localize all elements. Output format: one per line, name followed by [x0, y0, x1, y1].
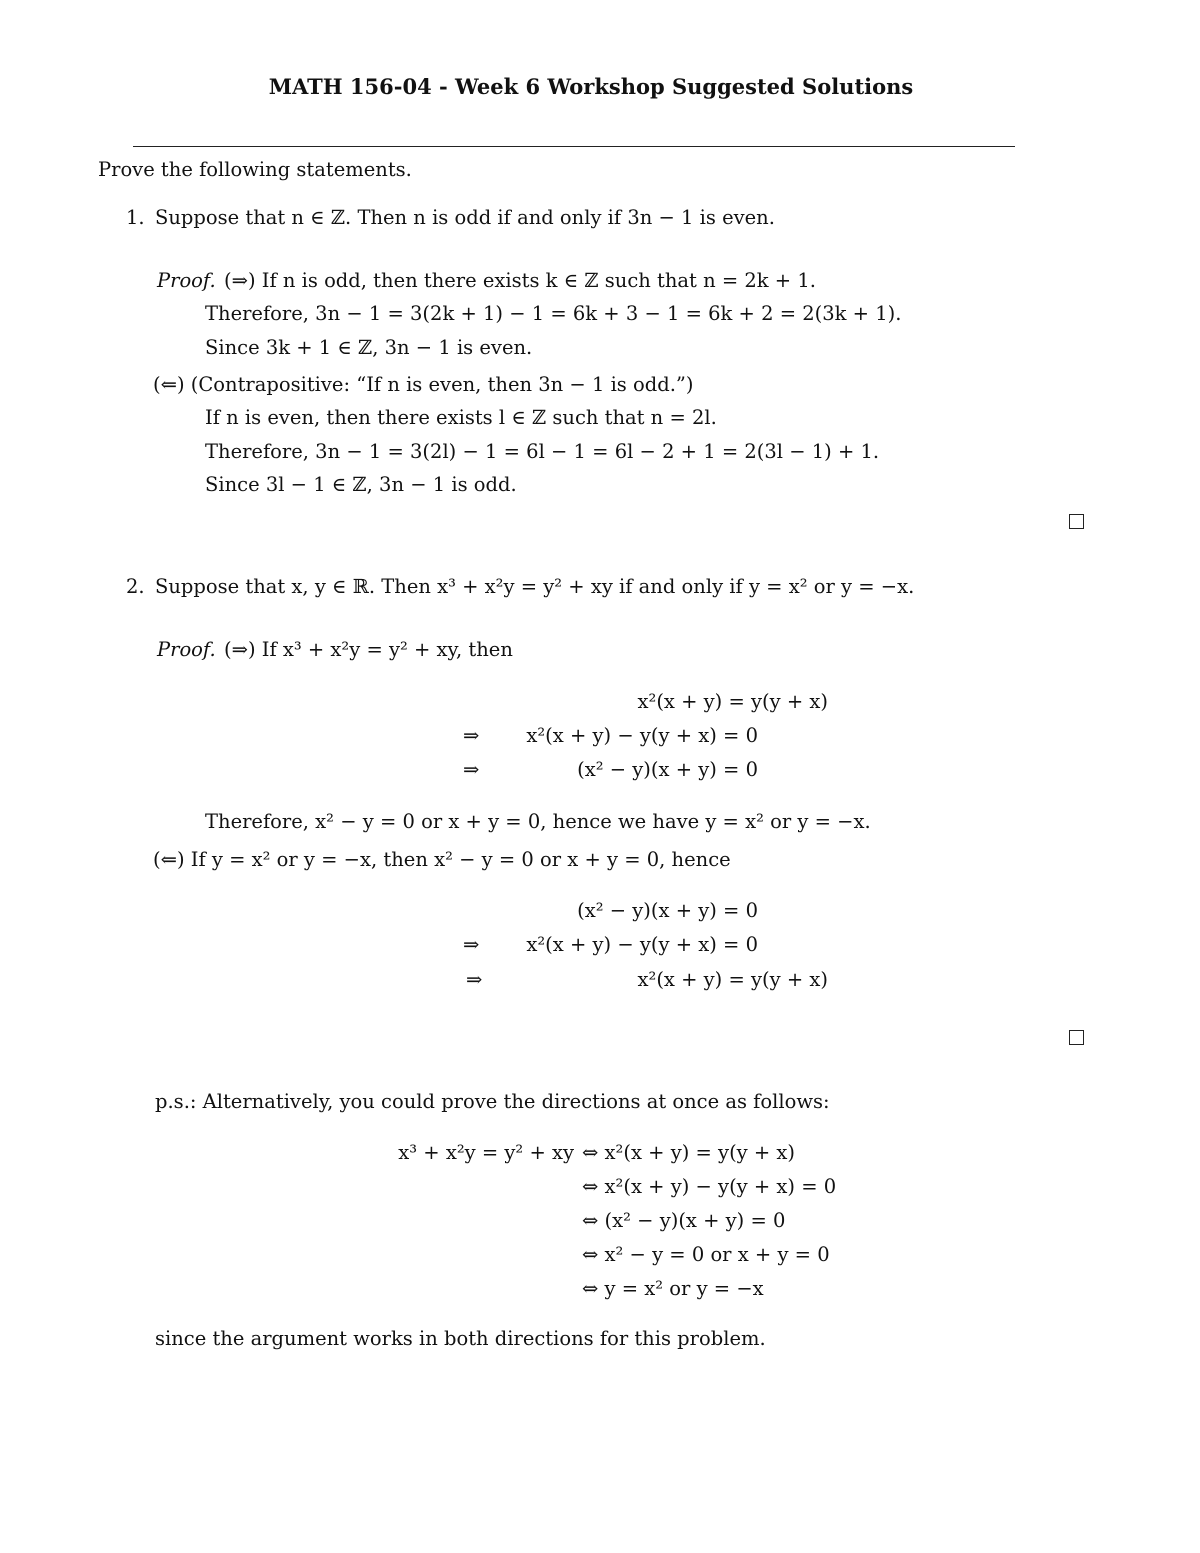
proof-label-1: Proof. [157, 269, 216, 292]
problem-1-proof-line-4: (⇐) (Contrapositive: “If n is even, then 3n − 1 is odd.”) [153, 373, 694, 396]
ps-equation-row: ⇔ (x² − y)(x + y) = 0 [582, 1209, 786, 1232]
ps-equation-row: ⇔ y = x² or y = −x [582, 1277, 764, 1300]
implies-arrow-a3: ⇒ [463, 758, 480, 781]
problem-1-proof-line-1: (⇒) If n is odd, then there exists k ∈ ℤ such that n = 2k + 1. [224, 269, 816, 292]
ps-equation-row: ⇔ x²(x + y) − y(y + x) = 0 [582, 1175, 837, 1198]
implies-arrow-b3: ⇒ [466, 968, 483, 991]
problem-2-proof-line-1: (⇒) If x³ + x²y = y² + xy, then [224, 638, 513, 661]
qed-square-icon [1069, 1030, 1084, 1045]
page-title: MATH 156-04 - Week 6 Workshop Suggested Solutions [268, 74, 914, 99]
title-rule [133, 146, 1015, 147]
ps-equation-lhs: x³ + x²y = y² + xy [398, 1141, 574, 1164]
problem-2-proof-line-3: (⇐) If y = x² or y = −x, then x² − y = 0 or x + y = 0, hence [153, 848, 731, 871]
implies-arrow-a2: ⇒ [463, 724, 480, 747]
problem-2-statement: Suppose that x, y ∈ ℝ. Then x³ + x²y = y² + xy if and only if y = x² or y = −x. [155, 575, 915, 598]
problem-2-number: 2. [126, 575, 145, 598]
problem-2-proof-line-2: Therefore, x² − y = 0 or x + y = 0, hence we have y = x² or y = −x. [205, 810, 871, 833]
proof-label-2: Proof. [157, 638, 216, 661]
equation-b3: x²(x + y) = y(y + x) [637, 968, 828, 991]
problem-1-number: 1. [126, 206, 145, 229]
ps-equation-row: ⇔ x² − y = 0 or x + y = 0 [582, 1243, 830, 1266]
ps-text: p.s.: Alternatively, you could prove the directions at once as follows: [155, 1090, 830, 1113]
problem-1-proof-line-3: Since 3k + 1 ∈ ℤ, 3n − 1 is even. [205, 336, 533, 359]
ps-equation-row: ⇔ x²(x + y) = y(y + x) [582, 1141, 796, 1164]
problem-1-proof-line-6: Therefore, 3n − 1 = 3(2l) − 1 = 6l − 1 = 6l − 2 + 1 = 2(3l − 1) + 1. [205, 440, 880, 463]
qed-square-icon [1069, 514, 1084, 529]
equation-a3: (x² − y)(x + y) = 0 [577, 758, 758, 781]
intro-text: Prove the following statements. [98, 158, 412, 181]
implies-arrow-b2: ⇒ [463, 933, 480, 956]
problem-1-proof-line-7: Since 3l − 1 ∈ ℤ, 3n − 1 is odd. [205, 473, 517, 496]
problem-1-proof-line-5: If n is even, then there exists l ∈ ℤ such that n = 2l. [205, 406, 717, 429]
equation-a1: x²(x + y) = y(y + x) [637, 690, 828, 713]
equation-a2: x²(x + y) − y(y + x) = 0 [526, 724, 758, 747]
problem-1-statement: Suppose that n ∈ ℤ. Then n is odd if and only if 3n − 1 is even. [155, 206, 775, 229]
ps-closing-text: since the argument works in both directions for this problem. [155, 1327, 766, 1350]
problem-1-proof-line-2: Therefore, 3n − 1 = 3(2k + 1) − 1 = 6k + 3 − 1 = 6k + 2 = 2(3k + 1). [205, 302, 902, 325]
equation-b1: (x² − y)(x + y) = 0 [577, 899, 758, 922]
equation-b2: x²(x + y) − y(y + x) = 0 [526, 933, 758, 956]
